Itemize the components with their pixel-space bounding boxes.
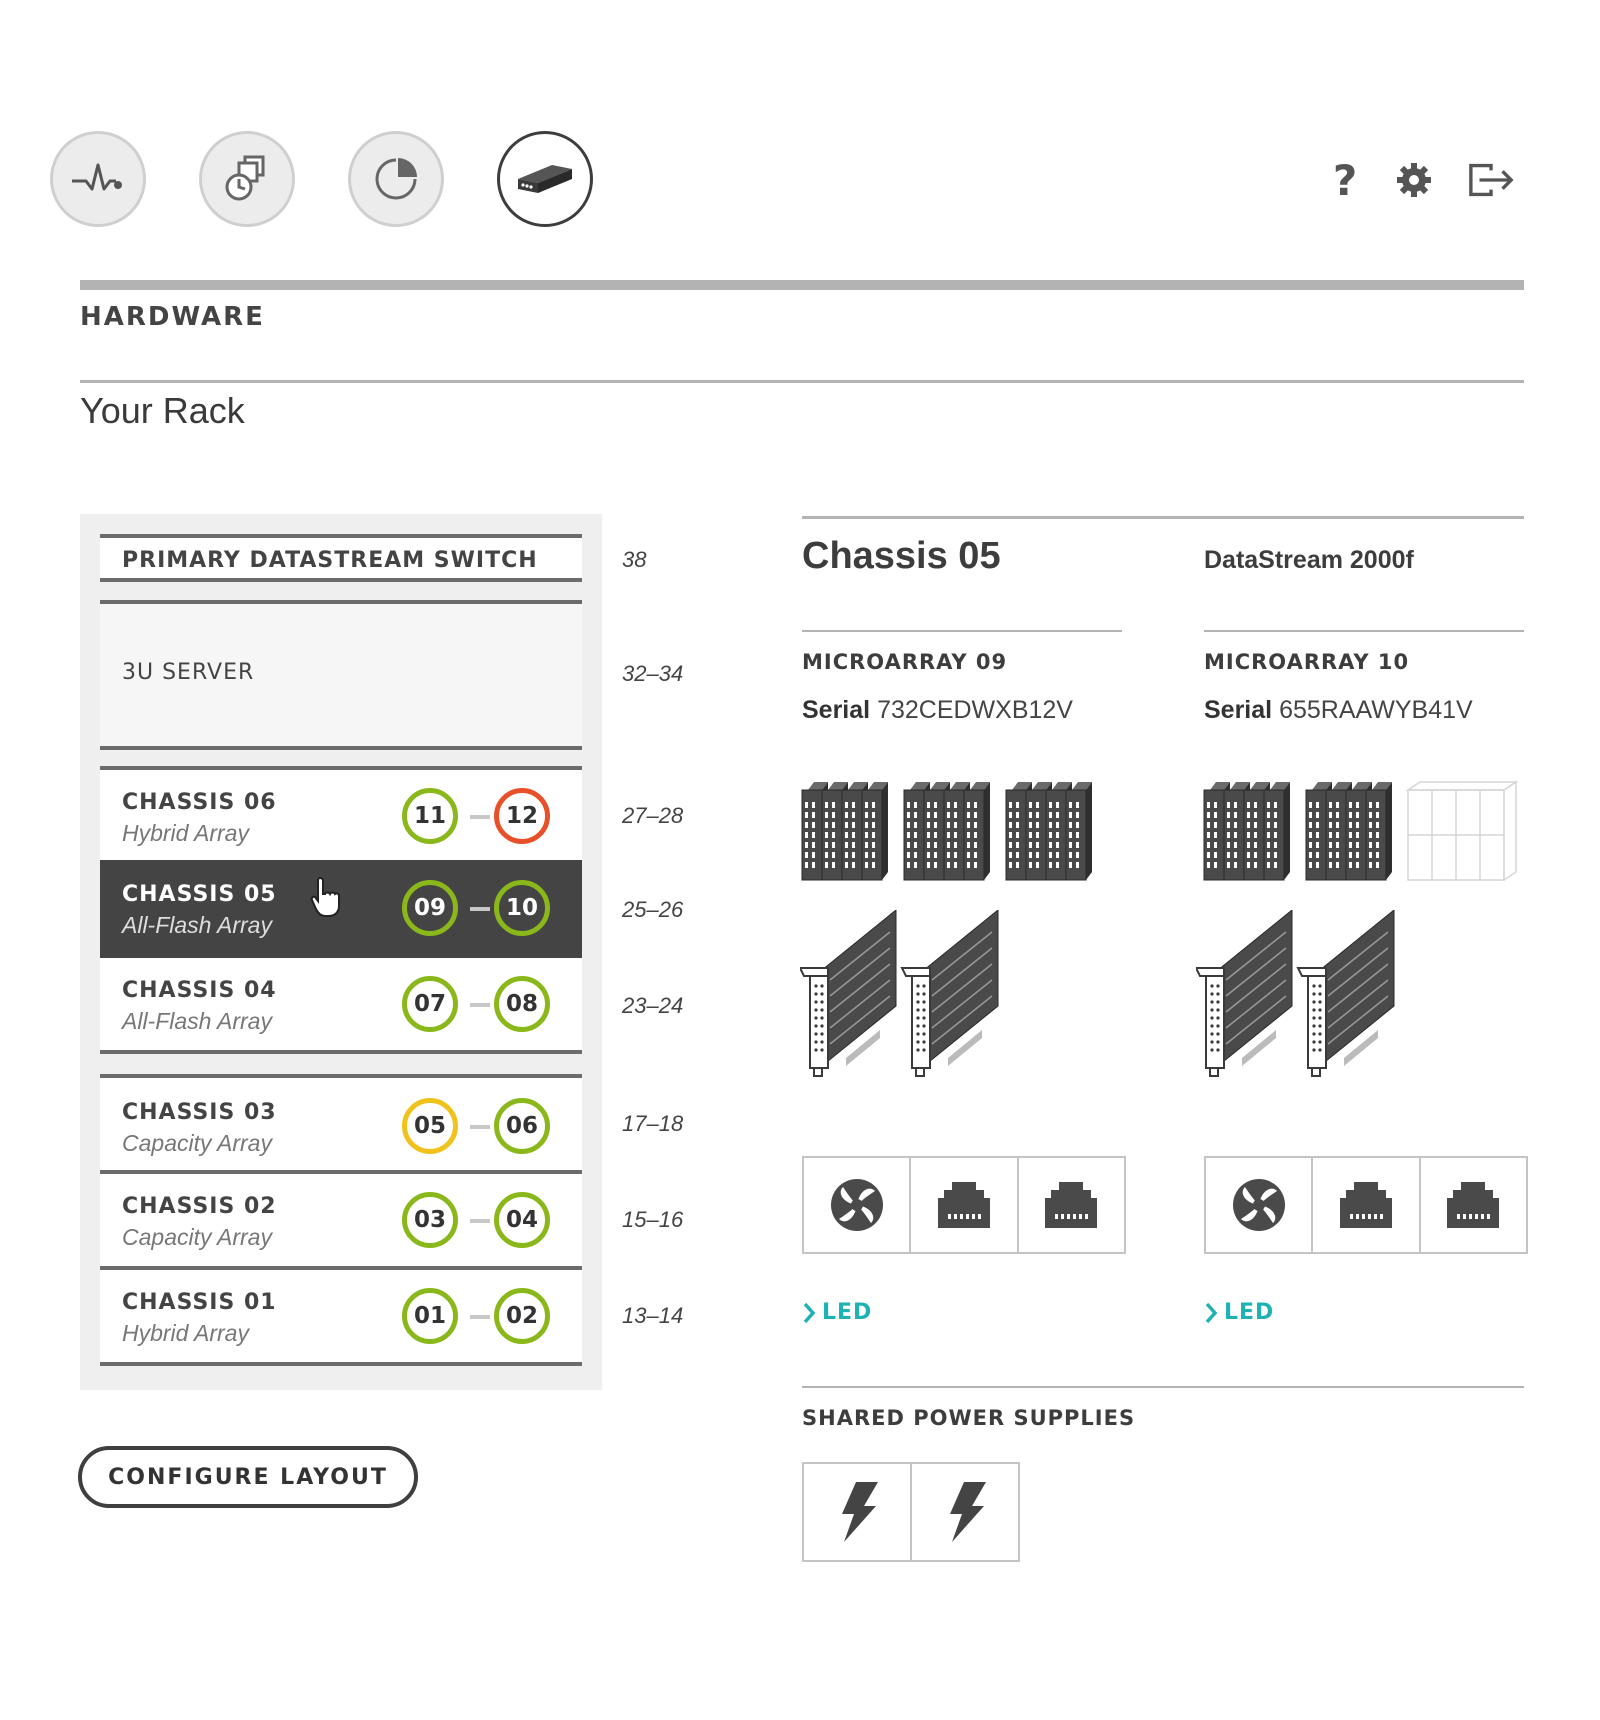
led-label: LED [822, 1300, 873, 1325]
chassis-type: Hybrid Array [122, 1320, 249, 1346]
ethernet-port-icon [1340, 1182, 1392, 1228]
drive-icon[interactable] [1366, 782, 1392, 880]
microarray-badge-09[interactable]: 09 [402, 880, 458, 936]
microarray-10-serial [1204, 696, 1473, 725]
chassis-model: DataStream 2000f [1204, 546, 1414, 574]
drive-icon[interactable] [964, 782, 990, 880]
microarray-10-label: MICROARRAY 10 [1204, 650, 1410, 674]
fan-icon [829, 1177, 885, 1233]
chassis-type: Capacity Array [122, 1130, 272, 1156]
configure-layout-button[interactable]: CONFIGURE LAYOUT [78, 1446, 418, 1508]
pcie-card-icon[interactable] [1298, 910, 1394, 1076]
ethernet-port[interactable] [1019, 1158, 1124, 1252]
microarray-badge-01[interactable]: 01 [402, 1288, 458, 1344]
switch-name: PRIMARY DATASTREAM SWITCH [122, 548, 538, 573]
rack-unit-server[interactable] [100, 600, 582, 750]
unit-range-chassis-03: 17–18 [622, 1111, 684, 1136]
badge-connector [470, 1219, 490, 1223]
serial-label: Serial [1204, 696, 1273, 724]
nav-history-button[interactable] [199, 131, 295, 227]
led-label: LED [1224, 1300, 1275, 1325]
logout-icon [1468, 162, 1516, 198]
history-icon [219, 151, 275, 207]
chevron-right-icon [1204, 1302, 1218, 1324]
unit-range-chassis-04: 23–24 [622, 993, 684, 1018]
microarray-badge-10[interactable]: 10 [494, 880, 550, 936]
chevron-right-icon [802, 1302, 816, 1324]
chassis-type: All-Flash Array [122, 1008, 272, 1034]
title-divider [80, 380, 1524, 383]
unit-range-server: 32–34 [622, 661, 684, 686]
power-supplies [802, 1462, 1020, 1562]
drive-icon[interactable] [1264, 782, 1290, 880]
chassis-name: CHASSIS 02 [122, 1194, 277, 1219]
microarray-badge-04[interactable]: 04 [494, 1192, 550, 1248]
chassis-type: Capacity Array [122, 1224, 272, 1250]
microarray-badge-11[interactable]: 11 [402, 788, 458, 844]
nav-activity-button[interactable] [50, 131, 146, 227]
serial-value: 655RAAWYB41V [1279, 696, 1473, 724]
badge-connector [470, 1315, 490, 1319]
microarray-09-ports [802, 1156, 1126, 1254]
microarray-09-label: MICROARRAY 09 [802, 650, 1008, 674]
rack-unit-switch[interactable] [100, 534, 582, 582]
chassis-row-05[interactable] [100, 860, 582, 958]
unit-range-chassis-01: 13–14 [622, 1303, 684, 1328]
serial-value: 732CEDWXB12V [877, 696, 1073, 724]
microarray-09-led-toggle[interactable] [802, 1300, 872, 1325]
chassis-row-03[interactable] [100, 1074, 582, 1174]
badge-connector [470, 1003, 490, 1007]
fan-slot[interactable] [1206, 1158, 1313, 1252]
chassis-type: Hybrid Array [122, 820, 249, 846]
power-supply-slot[interactable] [804, 1464, 912, 1560]
detail-top-divider [802, 516, 1524, 519]
settings-button[interactable] [1390, 156, 1438, 204]
drive-icon[interactable] [862, 782, 888, 880]
pcie-card-icon[interactable] [902, 910, 998, 1076]
badge-connector [470, 1125, 490, 1129]
psu-label: SHARED POWER SUPPLIES [802, 1406, 1136, 1430]
chassis-detail-title: Chassis 05 [802, 535, 1001, 577]
microarray-badge-02[interactable]: 02 [494, 1288, 550, 1344]
ethernet-port[interactable] [911, 1158, 1018, 1252]
microarray-10-cards [1196, 910, 1406, 1080]
microarray-10-ports [1204, 1156, 1528, 1254]
unit-range-switch: 38 [622, 547, 647, 572]
microarray-badge-03[interactable]: 03 [402, 1192, 458, 1248]
gear-icon [1395, 161, 1433, 199]
nav-capacity-button[interactable] [348, 131, 444, 227]
chassis-row-01[interactable] [100, 1270, 582, 1366]
microarray-badge-08[interactable]: 08 [494, 976, 550, 1032]
unit-range-chassis-02: 15–16 [622, 1207, 684, 1232]
capacity-icon [371, 154, 421, 204]
serial-label: Serial [802, 696, 871, 724]
hardware-icon [514, 159, 576, 199]
power-supply-slot[interactable] [912, 1464, 1018, 1560]
pcie-card-icon[interactable] [800, 910, 896, 1076]
chassis-type: All-Flash Array [122, 912, 272, 938]
microarray-badge-05[interactable]: 05 [402, 1098, 458, 1154]
chassis-row-04[interactable] [100, 958, 582, 1054]
ethernet-port[interactable] [1313, 1158, 1420, 1252]
page-title: Your Rack [80, 390, 245, 431]
lightning-bolt-icon [942, 1482, 988, 1542]
microarray-09-cards [800, 910, 1010, 1080]
header-divider [80, 280, 1524, 290]
psu-divider [802, 1386, 1524, 1388]
microarray-10-led-toggle[interactable] [1204, 1300, 1274, 1325]
microarray-badge-06[interactable]: 06 [494, 1098, 550, 1154]
microarray-09-drives [800, 778, 1130, 888]
microarray-10-drives [1202, 778, 1532, 888]
microarray-badge-07[interactable]: 07 [402, 976, 458, 1032]
chassis-name: CHASSIS 01 [122, 1290, 277, 1315]
empty-drive-bay-icon [1408, 782, 1516, 880]
unit-range-chassis-06: 27–28 [622, 803, 684, 828]
help-icon: ? [1332, 155, 1358, 205]
fan-slot[interactable] [804, 1158, 911, 1252]
chassis-row-06[interactable] [100, 766, 582, 860]
nav-hardware-button[interactable] [497, 131, 593, 227]
hand-cursor-icon [310, 876, 342, 918]
help-button[interactable] [1321, 156, 1369, 204]
unit-range-chassis-05: 25–26 [622, 897, 684, 922]
ethernet-port-icon [938, 1182, 990, 1228]
ethernet-port[interactable] [1421, 1158, 1526, 1252]
ethernet-port-icon [1045, 1182, 1097, 1228]
lightning-bolt-icon [834, 1482, 880, 1542]
activity-icon [70, 159, 126, 199]
server-name: 3U SERVER [122, 660, 255, 685]
microarray-09-serial [802, 696, 1073, 725]
chassis-name: CHASSIS 03 [122, 1100, 277, 1125]
drive-icon[interactable] [1066, 782, 1092, 880]
chassis-name: CHASSIS 05 [122, 882, 277, 907]
logout-button[interactable] [1468, 156, 1516, 204]
chassis-name: CHASSIS 04 [122, 978, 277, 1003]
microarray-09-divider [802, 630, 1122, 632]
pcie-card-icon[interactable] [1196, 910, 1292, 1076]
chassis-name: CHASSIS 06 [122, 790, 277, 815]
ethernet-port-icon [1447, 1182, 1499, 1228]
microarray-badge-12[interactable]: 12 [494, 788, 550, 844]
microarray-10-divider [1204, 630, 1524, 632]
fan-icon [1231, 1177, 1287, 1233]
badge-connector [470, 815, 490, 819]
section-label: HARDWARE [80, 302, 265, 332]
badge-connector [470, 907, 490, 911]
chassis-row-02[interactable] [100, 1174, 582, 1270]
